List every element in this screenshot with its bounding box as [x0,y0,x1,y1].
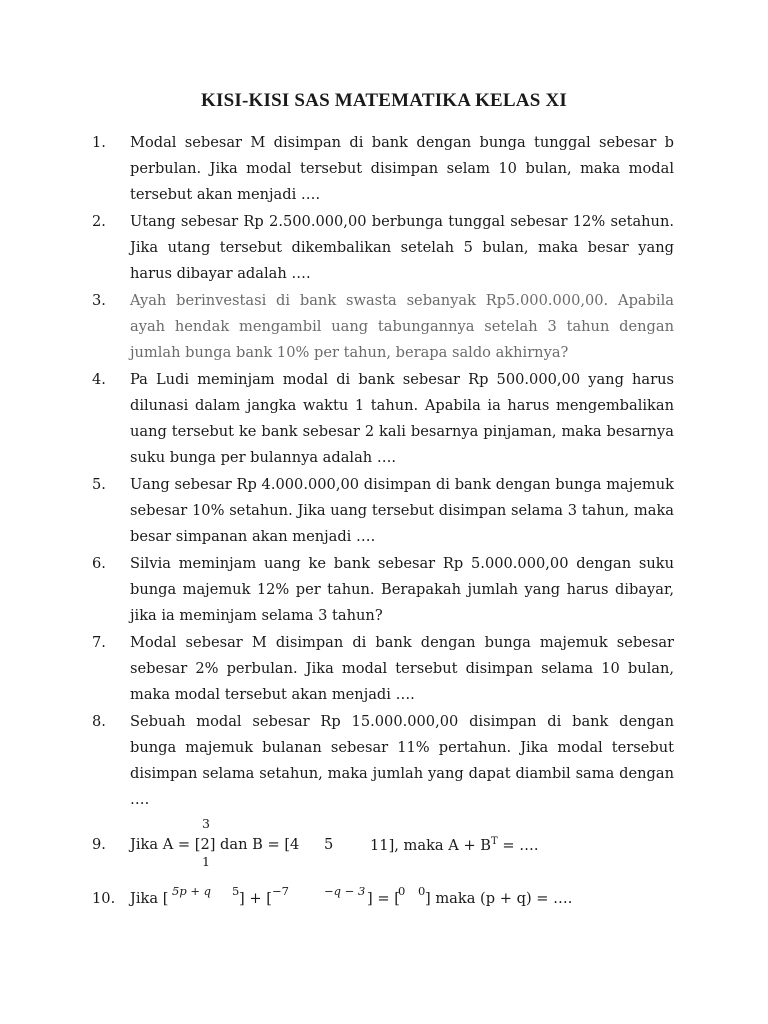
question-item [92,630,674,708]
question-number: 7. [92,634,106,651]
matrix-b-entry: 5 [324,836,334,853]
question-text: Ayah berinvestasi di bank swasta sebanyak Rp5.000.000,00. Apabila ayah hendak mengambil uang tabungannya setelah 3 tahun dengan jumlah bunga bank 10% per tahun, berapa saldo akhirnya? [130,292,674,361]
q9-suffix-text: 11], maka A + B [370,836,492,854]
q10-tail: ] maka (p + q) = …. [425,890,573,907]
question-number: 5. [92,476,106,493]
question-9-text [130,836,299,853]
matrix-1-b: 5 [232,884,240,898]
question-number: 1. [92,134,106,151]
question-item [92,472,674,550]
question-text: Silvia meminjam uang ke bank sebesar Rp 5.000.000,00 dengan suku bunga majemuk 12% per tahun. Berapakah jumlah yang harus dibayar, jika ia meminjam selama 3 tahun? [130,555,674,624]
matrix-1-a: 5p + q [172,884,211,898]
q10-eq: ] = [ [367,890,400,907]
matrix-a-top: 3 [202,816,210,831]
question-number: 2. [92,213,106,230]
question-text: Modal sebesar M disimpan di bank dengan bunga majemuk sebesar sebesar 2% perbulan. Jika modal tersebut disimpan selama 10 bulan, maka modal tersebut akan menjadi …. [130,634,674,703]
matrix-a-bottom: 1 [202,854,210,869]
question-text: Pa Ludi meminjam modal di bank sebesar Rp 500.000,00 yang harus dilunasi dalam jangka waktu 1 tahun. Apabila ia harus mengembalikan uang tersebut ke bank sebesar 2 kali besarnya pinjaman, maka besarnya suku bunga per bulannya adalah …. [130,371,674,466]
matrix-2-b: −q − 3 [324,884,366,898]
question-number: 9. [92,836,106,853]
matrix-2-a: −7 [272,884,289,898]
question-item [92,130,674,208]
transpose-sup: T [491,836,498,847]
question-number: 4. [92,371,106,388]
question-item [92,209,674,287]
question-item [92,367,674,471]
question-item [92,709,674,813]
question-text: Sebuah modal sebesar Rp 15.000.000,00 disimpan di bank dengan bunga majemuk bulanan sebesar 11% pertahun. Jika modal tersebut disimpan selama setahun, maka jumlah yang dapat diambil sama dengan …. [130,713,674,808]
question-10 [92,884,692,914]
question-number: 8. [92,713,106,730]
q10-plus: ] + [ [239,890,272,907]
question-text: Modal sebesar M disimpan di bank dengan bunga tunggal sebesar b perbulan. Jika modal tersebut disimpan selam 10 bulan, maka modal tersebut akan menjadi …. [130,134,674,203]
q10-jika: Jika [ [130,890,169,907]
matrix-3-b: 0 [418,884,426,898]
question-item [92,288,674,366]
matrix-3-a: 0 [398,884,406,898]
q9-suffix [370,836,538,854]
question-text: Uang sebesar Rp 4.000.000,00 disimpan di bank dengan bunga majemuk sebesar 10% setahun. Jika uang tersebut disimpan selama 3 tahun, maka besar simpanan akan menjadi …. [130,476,674,545]
page-title: KISI-KISI SAS MATEMATIKA KELAS XI [201,90,567,111]
question-item [92,551,674,629]
question-number: 3. [92,292,106,309]
q9-prefix: Jika A = [2] dan B = [4 [130,836,300,853]
question-number: 6. [92,555,106,572]
question-text: Utang sebesar Rp 2.500.000,00 berbunga tunggal sebesar 12% setahun. Jika utang tersebut dikembalikan setelah 5 bulan, maka besar yang harus dibayar adalah …. [130,213,674,282]
question-number: 10. [92,890,116,907]
question-list [92,130,674,814]
q9-end: = …. [497,836,539,854]
